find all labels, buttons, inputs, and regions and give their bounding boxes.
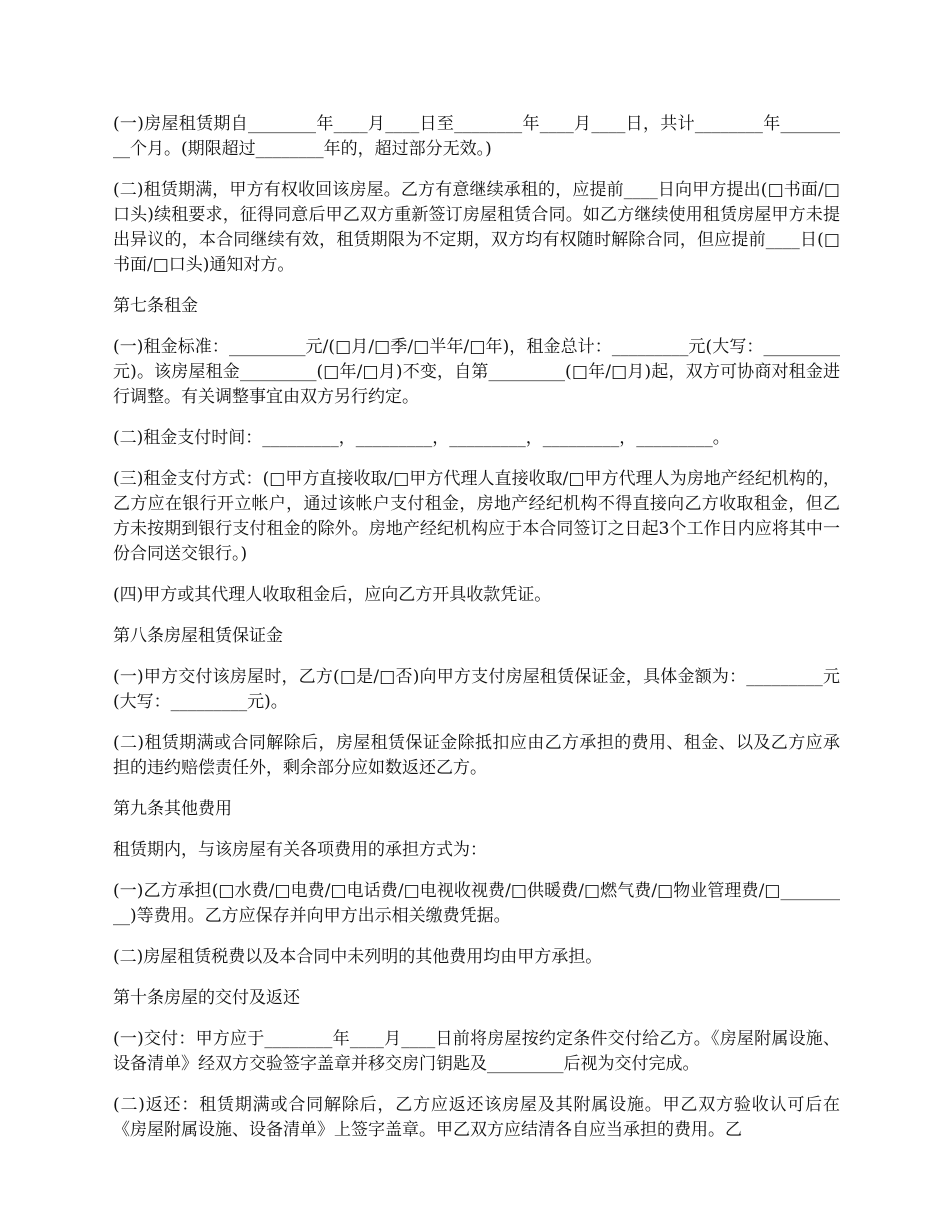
clause-lease-renewal: (二)租赁期满，甲方有权收回该房屋。乙方有意继续承租的，应提前____日向甲方提出(□书面/□口头)续租要求，征得同意后甲乙双方重新签订房屋租赁合同。如乙方继续使用租赁房屋甲方未提出异议的，本合同继续有效，租赁期限为不定期，双方均有权随时解除合同，但应提前____日(□书面/□口头)通知对方。 [113, 180, 840, 275]
clause-rent-receipt: (四)甲方或其代理人收取租金后，应向乙方开具收款凭证。 [113, 585, 552, 605]
clause-fees-intro: 租赁期内，与该房屋有关各项费用的承担方式为： [113, 840, 487, 860]
section-heading-article-8: 第八条房屋租赁保证金 [113, 626, 283, 646]
clause-rent-standard: (一)租金标准：_________元/(□月/□季/□半年/□年)，租金总计：_________元(大写：_________元)。该房屋租金_________(□年/□月)不变，自第_________(□年/□月)起，双方可协商对租金进行调整。有关调整事宜由双方另行约定。 [113, 337, 840, 407]
clause-fees-tenant: (一)乙方承担(□水费/□电费/□电话费/□电视收视费/□供暖费/□燃气费/□物业管理费/□_________)等费用。乙方应保存并向甲方出示相关缴费凭据。 [113, 881, 840, 926]
section-heading-article-9: 第九条其他费用 [113, 799, 232, 819]
clause-return: (二)返还：租赁期满或合同解除后，乙方应返还该房屋及其附属设施。甲乙双方验收认可后在《房屋附属设施、设备清单》上签字盖章。甲乙双方应结清各自应当承担的费用。乙 [113, 1095, 840, 1140]
clause-lease-term: (一)房屋租赁期自________年____月____日至________年____月____日，共计________年_________个月。(期限超过________年的，超过部分无效。) [113, 114, 840, 159]
clause-rent-payment-time: (二)租金支付时间：_________，_________，_________，_________，_________。 [113, 428, 730, 448]
section-heading-article-7: 第七条租金 [113, 296, 198, 316]
clause-deposit-return: (二)租赁期满或合同解除后，房屋租赁保证金除抵扣应由乙方承担的费用、租金、以及乙方应承担的违约赔偿责任外，剩余部分应如数返还乙方。 [113, 733, 840, 778]
document-page [113, 112, 840, 1159]
section-heading-article-10: 第十条房屋的交付及返还 [113, 988, 300, 1008]
clause-rent-payment-method: (三)租金支付方式：(□甲方直接收取/□甲方代理人直接收取/□甲方代理人为房地产经纪机构的，乙方应在银行开立帐户，通过该帐户支付租金，房地产经纪机构不得直接向乙方收取租金，但乙方未按期到银行支付租金的除外。房地产经纪机构应于本合同签订之日起3个工作日内应将其中一份合同送交银行。) [113, 469, 840, 564]
clause-deposit-amount: (一)甲方交付该房屋时，乙方(□是/□否)向甲方支付房屋租赁保证金，具体金额为：_________元(大写：_________元)。 [113, 667, 840, 712]
clause-fees-landlord: (二)房屋租赁税费以及本合同中未列明的其他费用均由甲方承担。 [113, 947, 603, 967]
clause-handover: (一)交付：甲方应于________年____月____日前将房屋按约定条件交付给乙方。《房屋附属设施、设备清单》经双方交验签字盖章并移交房门钥匙及_________后视为交付完成。 [113, 1029, 840, 1074]
